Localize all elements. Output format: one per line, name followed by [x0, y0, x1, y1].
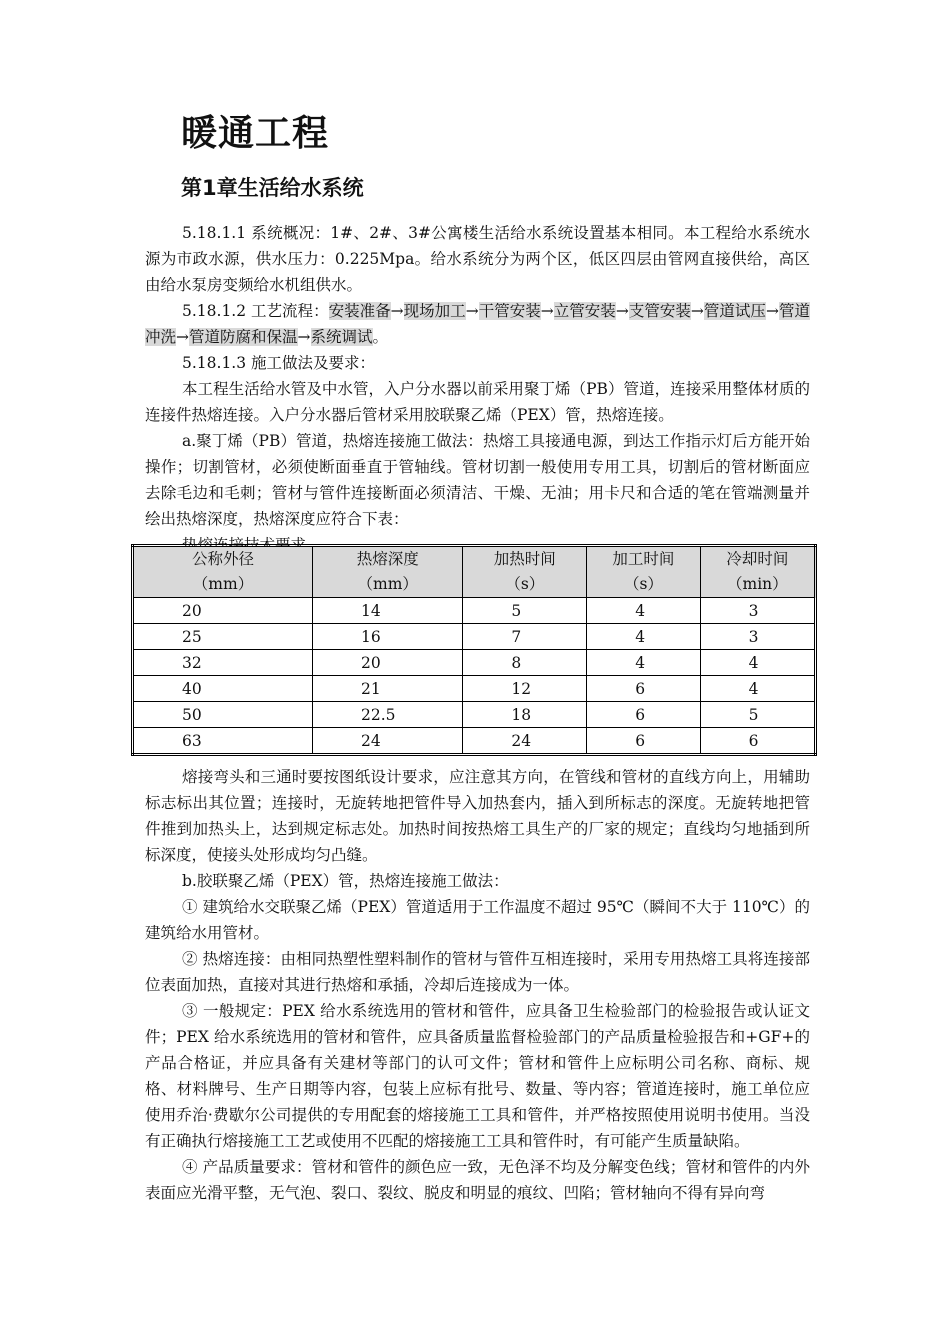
flow-step: 管道冲洗 — [145, 302, 810, 346]
table-row — [133, 650, 816, 676]
table-cell: 4 — [587, 650, 700, 676]
table-cell: 6 — [587, 728, 700, 755]
header-unit: （min） — [727, 575, 788, 593]
table-cell: 4 — [700, 650, 815, 676]
table-header-cell — [700, 546, 815, 598]
flow-step: 现场加工 — [403, 302, 466, 320]
process-flow-label: 5.18.1.2 工艺流程： — [182, 302, 329, 320]
fusion-spec-table — [131, 544, 817, 756]
flow-arrow: → — [465, 302, 479, 320]
table-cell: 16 — [313, 624, 463, 650]
table-cell: 5 — [700, 702, 815, 728]
flow-step: 支管安装 — [628, 302, 691, 320]
page-title: 暖通工程 — [181, 113, 330, 154]
flow-arrow: → — [690, 302, 704, 320]
paragraph-pipe-materials: 本工程生活给水管及中水管，入户分水器以前采用聚丁烯（PB）管道，连接采用整体材质的连接件热熔连接。入户分水器后管材采用胶联聚乙烯（PEX）管，热熔连接。 — [145, 380, 810, 424]
flow-arrow: → — [297, 328, 311, 346]
table-row — [133, 702, 816, 728]
table-cell: 24 — [313, 728, 463, 755]
header-name: 冷却时间 — [726, 550, 789, 568]
header-unit: （mm） — [357, 575, 418, 593]
table-row — [133, 598, 816, 624]
table-cell: 20 — [313, 650, 463, 676]
flow-step: 安装准备 — [328, 302, 391, 320]
table-header-cell — [133, 546, 313, 598]
table-cell: 3 — [700, 624, 815, 650]
paragraph-pb-method: a.聚丁烯（PB）管道，热熔连接施工做法：热熔工具接通电源，到达工作指示灯后方能开始操作；切割管材，必须使断面垂直于管轴线。管材切割一般使用专用工具，切割后的管材断面应去除毛边和毛刺；管材与管件连接断面必须清洁、干燥、无油；用卡尺和合适的笔在管端测量并绘出热熔深度，热熔深度应符合下表： — [145, 432, 810, 528]
process-flow-end: 。 — [372, 328, 389, 346]
flow-step: 系统调试 — [310, 328, 373, 346]
paragraph-process-flow — [145, 298, 810, 350]
table-header-cell — [313, 546, 463, 598]
header-unit: （s） — [505, 575, 545, 593]
table-cell: 32 — [133, 650, 313, 676]
paragraph-pex-method: b.胶联聚乙烯（PEX）管，热熔连接施工做法： — [182, 872, 509, 890]
paragraph-system-overview: 5.18.1.1 系统概况：1#、2#、3#公寓楼生活给水系统设置基本相同。本工程给水系统水源为市政水源，供水压力：0.225Mpa。给水系统分为两个区，低区四层由管网直接供给，高区由给水泵房变频给水机组供水。 — [145, 224, 810, 294]
table-cell: 7 — [463, 624, 587, 650]
table-cell: 21 — [313, 676, 463, 702]
table-cell: 22.5 — [313, 702, 463, 728]
header-name: 加工时间 — [612, 550, 675, 568]
table-cell: 50 — [133, 702, 313, 728]
header-name: 公称外径 — [191, 550, 254, 568]
header-unit: （s） — [623, 575, 663, 593]
table-header-row — [133, 546, 816, 598]
table-header-cell — [587, 546, 700, 598]
flow-arrow: → — [615, 302, 629, 320]
paragraph-elbow-tee: 熔接弯头和三通时要按图纸设计要求，应注意其方向，在管线和管材的直线方向上，用辅助标志标出其位置；连接时，无旋转地把管件导入加热套内，插入到所标志的深度。无旋转地把管件推到加热头上，达到规定标志处。加热时间按热熔工具生产的厂家的规定；直线均匀地插到所标深度，使接头处形成均匀凸缝。 — [145, 768, 810, 864]
table-cell: 4 — [587, 624, 700, 650]
table-row — [133, 676, 816, 702]
paragraph-general-rules: ③ 一般规定：PEX 给水系统选用的管材和管件，应具备卫生检验部门的检验报告或认证文件；PEX 给水系统选用的管材和管件，应具备质量监督检验部门的产品质量检验报告和+GF+的产品合格证，并应具备有关建材等部门的认可文件；管材和管件上应标明公司名称、商标、规格、材料牌号、生产日期等内容，包装上应标有批号、数量、等内容；管道连接时，施工单位应使用乔治·费歇尔公司提供的专用配套的熔接施工工具和管件，并严格按照使用说明书使用。当没有正确执行熔接施工工艺或使用不匹配的熔接施工工具和管件时，有可能产生质量缺陷。 — [145, 1002, 810, 1150]
header-unit: （mm） — [192, 575, 254, 593]
flow-arrow: → — [765, 302, 779, 320]
table-cell: 4 — [587, 598, 700, 624]
table-header-cell — [463, 546, 587, 598]
paragraph-quality-requirements: ④ 产品质量要求：管材和管件的颜色应一致，无色泽不均及分解变色线；管材和管件的内外表面应光滑平整，无气泡、裂口、裂纹、脱皮和明显的痕纹、凹陷；管材轴向不得有异向弯 — [145, 1158, 810, 1202]
flow-step: 立管安装 — [553, 302, 616, 320]
table-cell: 8 — [463, 650, 587, 676]
table-cell: 63 — [133, 728, 313, 755]
table-row — [133, 728, 816, 755]
header-name: 加热时间 — [493, 550, 556, 568]
paragraph-fusion-connection: ② 热熔连接：由相同热塑性塑料制作的管材与管件互相连接时，采用专用热熔工具将连接部位表面加热，直接对其进行热熔和承插，冷却后连接成为一体。 — [145, 950, 810, 994]
body-lower — [145, 764, 810, 1206]
table-row — [133, 624, 816, 650]
table-cell: 24 — [463, 728, 587, 755]
header-name: 热熔深度 — [356, 550, 419, 568]
table-cell: 6 — [700, 728, 815, 755]
table-cell: 40 — [133, 676, 313, 702]
paragraph-construction-heading: 5.18.1.3 施工做法及要求： — [182, 354, 376, 372]
table-cell: 3 — [700, 598, 815, 624]
chapter-heading: 第1章生活给水系统 — [181, 176, 364, 200]
flow-step: 干管安装 — [478, 302, 541, 320]
table-cell: 6 — [587, 702, 700, 728]
table-cell: 5 — [463, 598, 587, 624]
flow-arrow: → — [176, 328, 190, 346]
flow-step: 管道试压 — [703, 302, 766, 320]
table-cell: 4 — [700, 676, 815, 702]
table-cell: 20 — [133, 598, 313, 624]
flow-arrow: → — [390, 302, 404, 320]
flow-step: 管道防腐和保温 — [189, 328, 298, 346]
flow-arrow: → — [540, 302, 554, 320]
table-cell: 14 — [313, 598, 463, 624]
table-cell: 25 — [133, 624, 313, 650]
table-cell: 12 — [463, 676, 587, 702]
body-upper — [145, 220, 810, 558]
table-cell: 18 — [463, 702, 587, 728]
paragraph-pex-scope: ① 建筑给水交联聚乙烯（PEX）管道适用于工作温度不超过 95℃（瞬间不大于 110℃）的建筑给水用管材。 — [145, 898, 810, 942]
table-cell: 6 — [587, 676, 700, 702]
